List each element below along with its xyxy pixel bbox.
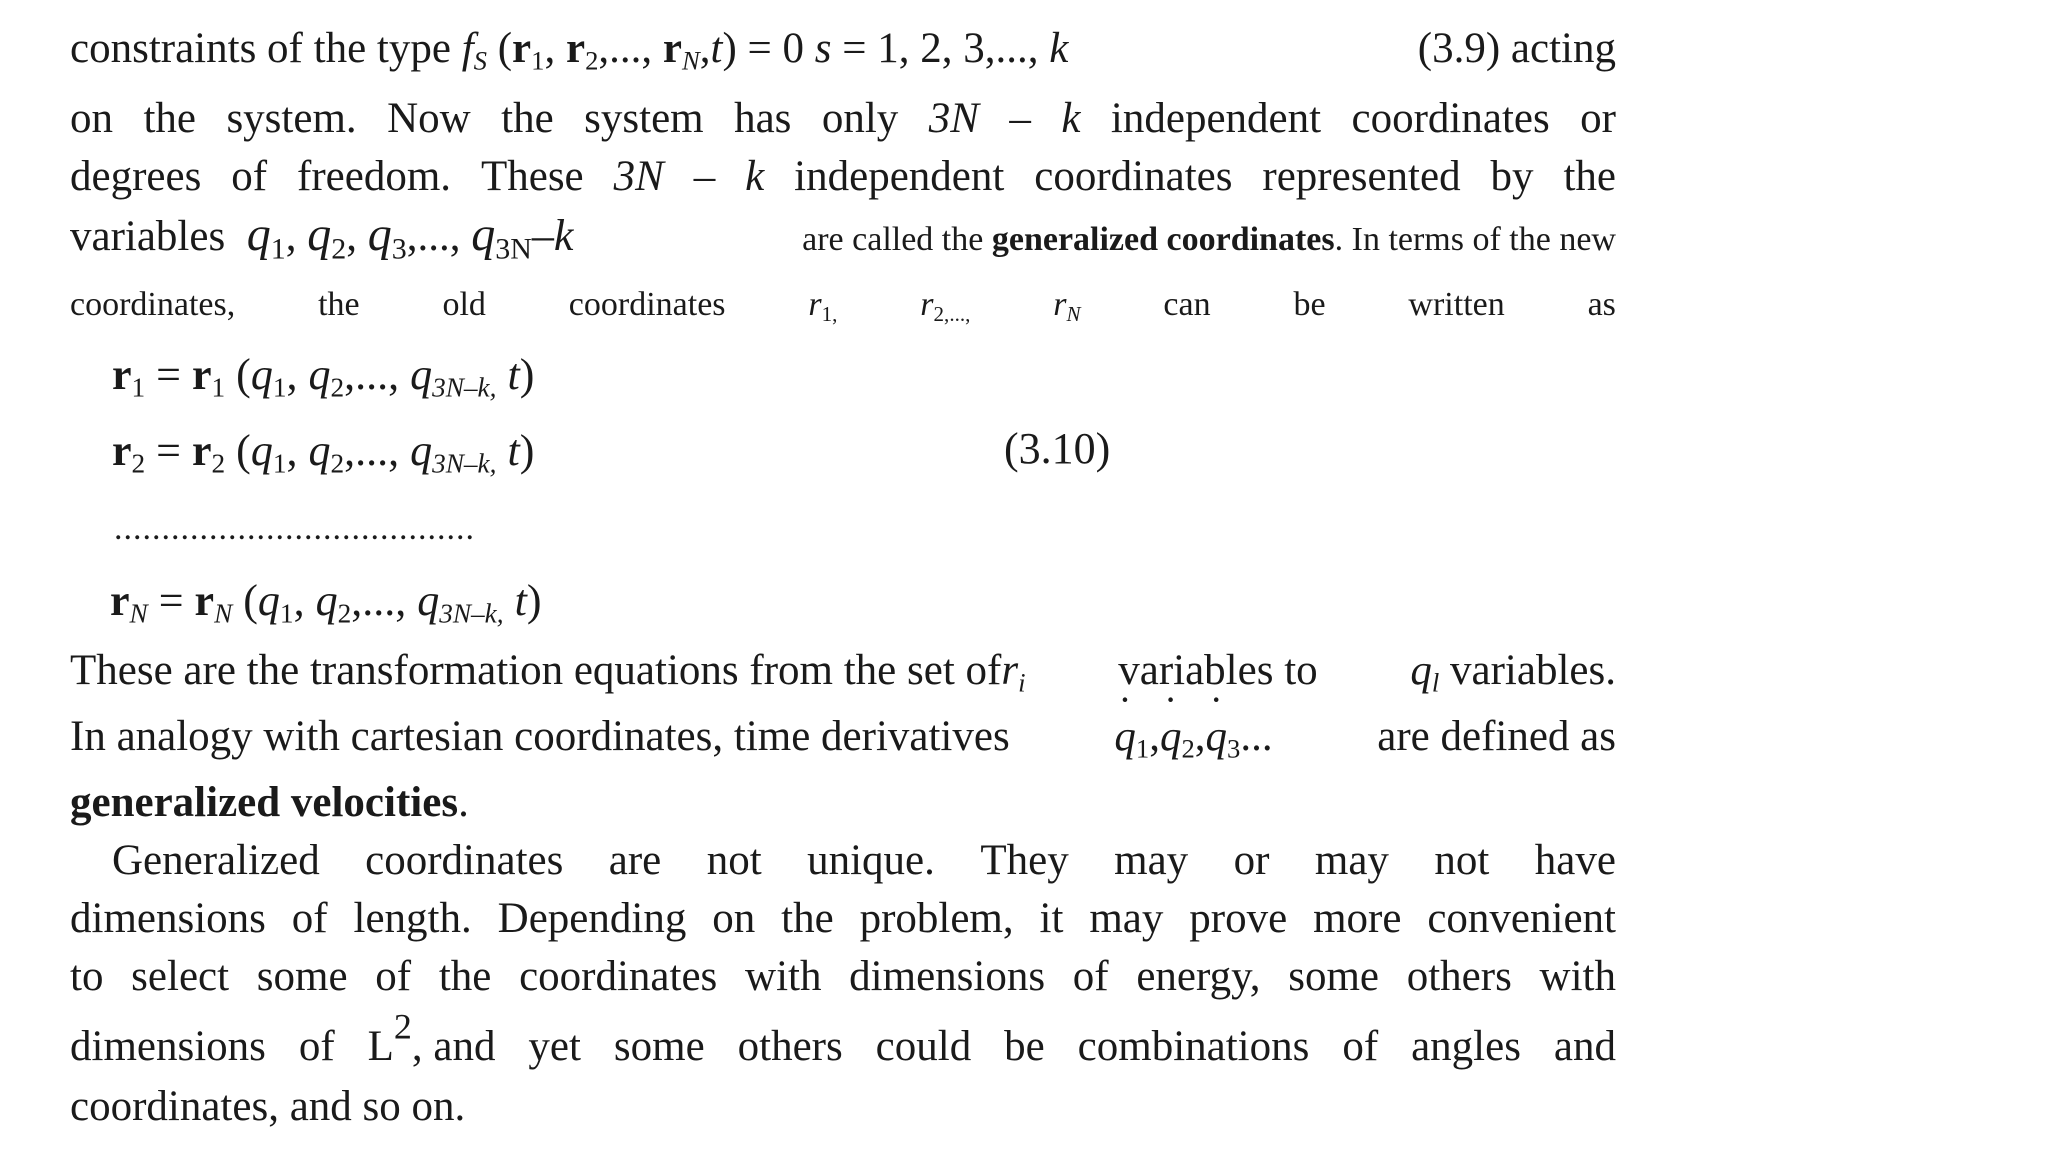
word: Now [387,95,471,142]
word: may [1114,837,1189,884]
math-sub: 2 [211,448,226,479]
math-t: t [710,25,723,72]
math-sub: N [1066,301,1081,326]
text-span: In analogy with cartesian coordinates, time derivatives [70,713,1010,760]
math-q3: q [367,208,392,261]
math-sup: 2 [393,1006,412,1047]
text-line-5 [70,276,1616,334]
math-L: L [367,1023,394,1070]
text-span: . In terms of the new [1334,221,1616,258]
text-span: acting [1510,25,1616,72]
word: system. [226,95,357,142]
word: only [821,95,899,142]
word: unique. [807,837,935,884]
transformation-left [70,642,1026,700]
text-line-p2-1 [112,832,1616,890]
text-span: variables to [1118,647,1318,694]
word: could [875,1023,972,1070]
generalized-coordinates-phrase [802,211,1616,269]
math-sub: 2,..., [933,301,971,326]
word: of [1342,1023,1379,1070]
word: coordinates [365,837,564,884]
equation-ellipsis: ...................................... [114,510,475,547]
word: , and [411,1023,496,1070]
math-sub: N [129,598,148,629]
variables-list: variables $q_1$, $q_2$, $q_3$,..., $q_{3N}-k$ [70,208,574,266]
word: coordinates [1034,153,1233,200]
math-r2: $r_{2,...,}$ [920,286,971,326]
word: degrees [70,153,202,200]
word: coordinates [568,286,726,323]
word: others [737,1023,843,1070]
word: by [1490,153,1534,200]
word: independent [1110,95,1322,142]
text-span: variables. [1450,647,1616,694]
word: variables [70,213,226,260]
text-span: , [544,25,566,72]
word: angles [1411,1023,1521,1070]
math-sub: l [1431,667,1440,698]
word: the [501,95,554,142]
math-sub: 1, [821,301,838,326]
math-sub: 2 [331,232,347,266]
math-sub: 1 [211,372,226,403]
word: system [584,95,704,142]
word: has [734,95,792,142]
math-sub: i [1018,667,1026,698]
text-line-analogy [70,708,1616,766]
math-q3N-k: q [471,208,496,261]
text-line-3 [70,148,1616,206]
equation-rN: $r_N = r_N$ ($q_1$, $q_2$,..., $q_{3N-k,}$ t) [110,576,542,629]
math-sub: 3 [391,232,407,266]
word: have [1534,837,1616,884]
math-k: k [1049,25,1069,72]
math-q: q [1410,647,1432,694]
word: be [1293,286,1326,323]
word: of [231,153,268,200]
math-rN: $r_N$ [1053,286,1081,326]
text-line-p2-3: to select some of the coordinates with dimensions of energy, some others with [70,953,1616,1000]
word: – [693,153,716,200]
word: not [706,837,762,884]
term-generalized-velocities: generalized velocities [70,779,459,826]
text-line-2 [70,90,1616,148]
text-line-1 [70,20,1616,78]
text-span: constraints of the type [70,25,462,72]
term-generalized-coordinates: generalized coordinates [991,221,1335,258]
text-span: ( [486,25,513,72]
word: – [1009,95,1031,142]
text-line-p2-2: dimensions of length. Depending on the problem, it may prove more convenient [70,895,1616,942]
word: Generalized [112,837,320,884]
transformation-right [1410,642,1616,700]
math-sub: 2 [131,448,146,479]
math-r1: r [512,25,532,72]
math-3N: 3N [613,153,664,200]
math-sub: 1 [270,232,286,266]
word: coordinates, [70,286,236,323]
word: coordinates [1351,95,1550,142]
text-span: ) = 0 [722,25,815,72]
word: of [298,1023,335,1070]
word: independent [794,153,1005,200]
text-line-p2-4 [70,1006,1616,1076]
text-span: , [699,25,711,72]
math-r2: r [565,25,586,72]
text-line-transformation [70,642,1616,700]
word: be [1004,1023,1045,1070]
math-r: r [1001,647,1019,694]
equation-r1: $r_1 = r_1$ ($q_1$, $q_2$,..., $q_{3N-k,}$ t) [112,350,535,403]
word: can [1163,286,1211,323]
word: freedom. [297,153,452,200]
word: or [1580,95,1616,142]
math-L2-phrase [367,1006,496,1076]
math-k: k [745,153,765,200]
math-s: s [814,25,832,72]
math-sub: N [214,598,233,629]
equation-r2: $r_2 = r_2$ ($q_1$, $q_2$,..., $q_{3N-k,}$ t) [112,426,535,479]
math-k: k [1061,95,1081,142]
word: as [1587,286,1616,323]
word: not [1434,837,1490,884]
constraint-expression [70,20,1068,78]
word: yet [528,1023,581,1070]
math-sub: 3N [495,232,532,266]
word: the [1563,153,1616,200]
text-span: . [458,779,469,826]
word: old [442,286,486,323]
math-rN: r [662,25,682,72]
word: are [608,837,662,884]
math-sub: 1 [531,45,545,76]
word: on [70,95,113,142]
text-span: ,..., [598,25,663,72]
text-line-generalized-velocities [70,774,1616,832]
word: the [143,95,196,142]
word: They [980,837,1069,884]
text-span: are defined as [1377,713,1616,760]
text-line-4 [70,206,1616,269]
math-q1: q [246,208,271,261]
math-sub-s: S [473,45,487,76]
math-sub: 2 [585,45,599,76]
word: combinations [1077,1023,1310,1070]
word: the [318,286,360,323]
word: These [480,153,584,200]
text-span: = 1, 2, 3,..., [831,25,1050,72]
math-k: –k [531,211,574,260]
word: represented [1262,153,1461,200]
text-span: These are the transformation equations from the set of [70,647,1002,694]
equation-number-3-10: (3.10) [1004,424,1111,473]
math-f: f [461,25,474,72]
math-3N: 3N [928,95,979,142]
equation-number-3-9: (3.9) [1417,25,1501,72]
word: some [613,1023,705,1070]
word: and [1553,1023,1616,1070]
text-line-p2-5: coordinates, and so on. [70,1083,466,1130]
word: or [1233,837,1270,884]
math-q2: q [307,208,332,261]
math-r1: $r_{1,}$ [808,286,838,326]
text-span: are called the [802,221,984,258]
math-sub: 1 [131,372,146,403]
math-qdots: ˙ $q_1,˙$ $q_2,˙$ $q_3$... [1114,708,1272,766]
word: may [1314,837,1389,884]
word: written [1408,286,1505,323]
math-sub-N: N [681,45,700,76]
word: dimensions [70,1023,266,1070]
equation-number-3-9-row [1418,20,1616,78]
